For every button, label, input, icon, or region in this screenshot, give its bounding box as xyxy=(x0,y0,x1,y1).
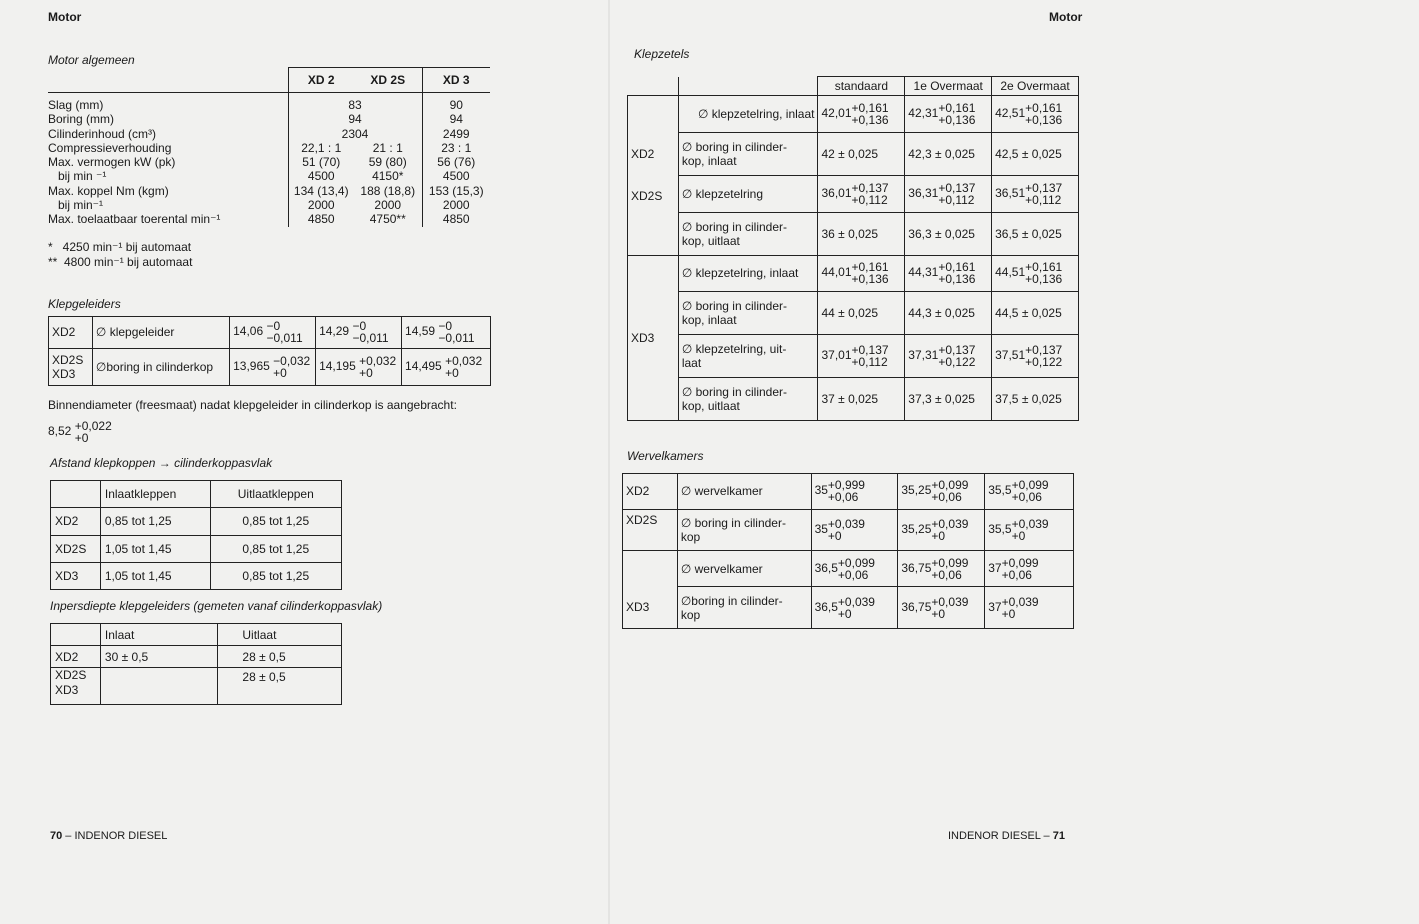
table-row: XD2S 1,05 tot 1,45 0,85 tot 1,25 xyxy=(51,535,342,562)
spec-row-cilinderinhoud: Cilinderinhoud (cm³) 2304 2499 xyxy=(48,127,490,141)
col-xd2s: XD 2S xyxy=(354,68,422,93)
press-depth-section-title: Inpersdiepte klepgeleiders (gemeten vanaf cilinderkoppasvlak) xyxy=(50,599,383,613)
spec-row-koppel: Max. koppel Nm (kgm) 134 (13,4) 188 (18,8) 153 (15,3) xyxy=(48,184,490,198)
general-section-title: Motor algemeen xyxy=(48,53,135,67)
spec-row-compressie: Compressieverhouding 22,1 : 1 21 : 1 23 : 1 xyxy=(48,141,490,155)
table-row: XD2 ∅ klepgeleider 14,06 −0 −0,011 14,29 −0 −0,011 14,59 −0 −0,011 xyxy=(49,317,491,349)
valve-seats-table xyxy=(627,76,1079,421)
spec-row-vermogen-rpm: bij min ⁻¹ 4500 4150* 4500 xyxy=(48,169,490,183)
table-row: standaard 1e Overmaat 2e Overmaat xyxy=(628,77,1079,96)
table-row: XD2S ∅ boring in cilinder- kop 35 +0,039 +0 35,25 +0,039 +0 35,5 +0,039 +0 xyxy=(623,509,1074,551)
table-row: ∅ klepzetelring 36,01 +0,137 +0,112 36,31 +0,137 +0,112 36,51 +0,137 +0,112 xyxy=(628,175,1079,212)
model-group-xd2-xd2s: XD2 XD2S xyxy=(628,96,679,256)
spec-row-koppel-rpm: bij min⁻¹ 2000 2000 2000 xyxy=(48,198,490,212)
table-row: ∅ boring in cilinder- kop, inlaat 44 ± 0,025 44,3 ± 0,025 44,5 ± 0,025 xyxy=(628,292,1079,335)
spec-row-slag: Slag (mm) 83 90 xyxy=(48,98,490,112)
table-row: ∅ klepzetelring, uit- laat 37,01 +0,137 +0,112 37,31 +0,137 +0,122 37,51 +0,137 +0,122 xyxy=(628,335,1079,378)
right-footer: INDENOR DIESEL – 71 xyxy=(948,830,1065,842)
left-footer: 70 – INDENOR DIESEL xyxy=(50,830,168,842)
footnote-1: * 4250 min⁻¹ bij automaat xyxy=(48,240,192,254)
spec-row-vermogen: Max. vermogen kW (pk) 51 (70) 59 (80) 56 (76) xyxy=(48,155,490,169)
page-spine xyxy=(608,0,610,924)
table-row: XD2 XD2S ∅ klepzetelring, inlaat 42,01 +0,161 +0,136 42,31 +0,161 +0,136 42,51 +0,161 +0,136 xyxy=(628,96,1079,133)
table-row: ∅ boring in cilinder- kop, uitlaat 37 ± 0,025 37,3 ± 0,025 37,5 ± 0,025 xyxy=(628,378,1079,421)
seats-section-title: Klepzetels xyxy=(634,47,690,61)
inner-diameter-text: Binnendiameter (freesmaat) nadat klepgeleider in cilinderkop is aangebracht: xyxy=(48,398,457,412)
table-row: XD2S XD3 28 ± 0,5 xyxy=(51,668,342,705)
table-row: ∅ boring in cilinder- kop, inlaat 42 ± 0,025 42,3 ± 0,025 42,5 ± 0,025 xyxy=(628,132,1079,175)
table-row: XD3 ∅ klepzetelring, inlaat 44,01 +0,161 +0,136 44,31 +0,161 +0,136 44,51 +0,161 +0,136 xyxy=(628,255,1079,292)
col-xd2: XD 2 xyxy=(288,68,354,93)
general-specs-table xyxy=(48,67,490,227)
valve-guides-table xyxy=(48,316,491,386)
table-row: Inlaat Uitlaat xyxy=(51,624,342,646)
table-row: ∅ wervelkamer 36,5 +0,099 +0,06 36,75 +0,099 +0,06 37 +0,099 +0,06 xyxy=(623,551,1074,587)
swirl-section-title: Wervelkamers xyxy=(627,449,704,463)
table-row: XD2 0,85 tot 1,25 0,85 tot 1,25 xyxy=(51,508,342,535)
table-row: XD2 30 ± 0,5 28 ± 0,5 xyxy=(51,646,342,668)
spec-row-boring: Boring (mm) 94 94 xyxy=(48,112,490,126)
right-page-header: Motor xyxy=(1049,10,1083,24)
col-xd3: XD 3 xyxy=(422,68,490,93)
table-row: XD2S XD3 ∅boring in cilinderkop 13,965 −0,032 +0 14,195 +0,032 +0 14,495 +0,032 +0 xyxy=(49,348,491,385)
model-group-xd3: XD3 xyxy=(628,255,679,421)
press-depth-table xyxy=(50,623,342,705)
table-row: XD2 ∅ wervelkamer 35 +0,999 +0,06 35,25 +0,099 +0,06 35,5 +0,099 +0,06 xyxy=(623,474,1074,510)
valve-distance-table xyxy=(50,480,342,590)
table-row: XD3 ∅boring in cilinder- kop 36,5 +0,039 +0 36,75 +0,039 +0 37 +0,039 +0 xyxy=(623,587,1074,629)
swirl-chamber-table xyxy=(622,473,1074,629)
table-row: Inlaatkleppen Uitlaatkleppen xyxy=(51,481,342,508)
inner-diameter-value: 8,52 +0,022 +0 xyxy=(48,419,112,445)
distance-section-title: Afstand klepkoppen → cilinderkoppasvlak xyxy=(50,456,273,470)
footnote-2: ** 4800 min⁻¹ bij automaat xyxy=(48,255,193,269)
table-row: ∅ boring in cilinder- kop, uitlaat 36 ± 0,025 36,3 ± 0,025 36,5 ± 0,025 xyxy=(628,212,1079,255)
left-page-header: Motor xyxy=(48,10,82,24)
table-row: XD3 1,05 tot 1,45 0,85 tot 1,25 xyxy=(51,562,342,589)
spec-row-toerental: Max. toelaatbaar toerental min⁻¹ 4850 4750** 4850 xyxy=(48,212,490,226)
guides-section-title: Klepgeleiders xyxy=(48,297,121,311)
